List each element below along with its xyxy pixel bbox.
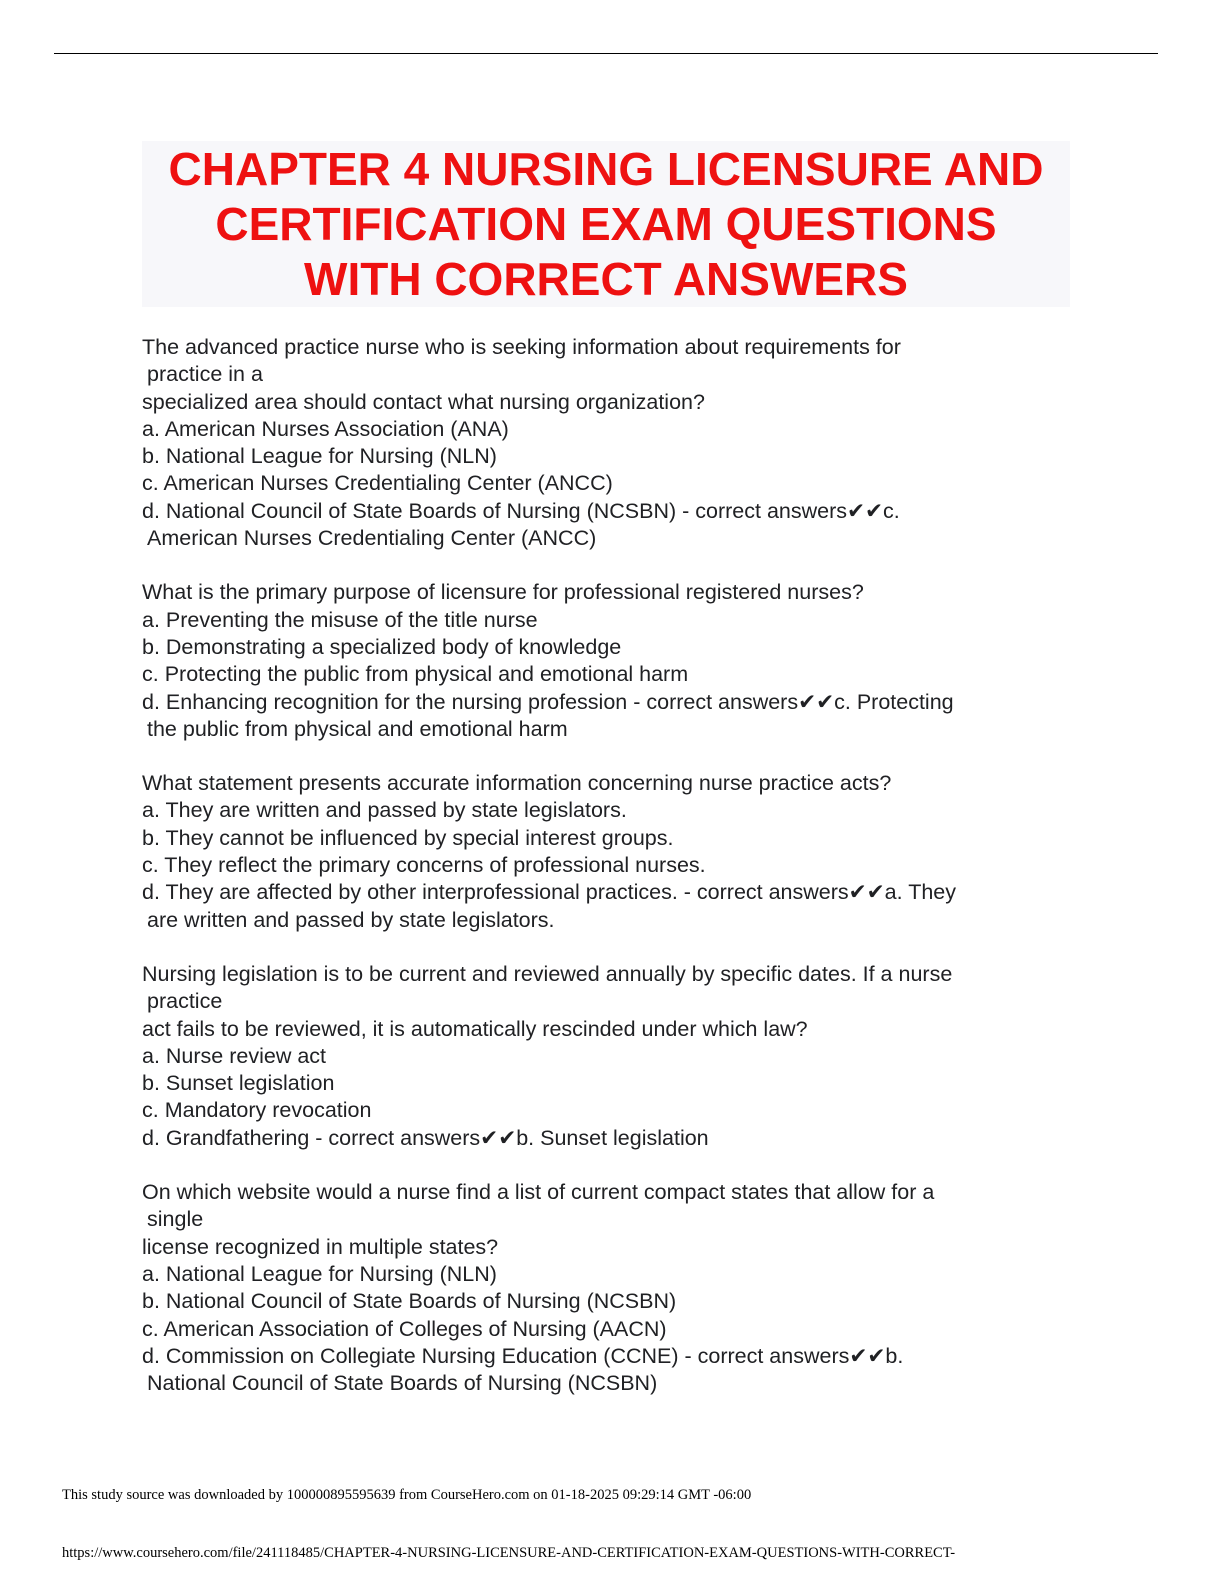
document-title: [142, 141, 1070, 307]
option-b: b. They cannot be influenced by special interest groups.: [142, 825, 674, 850]
questions-list: [142, 334, 1072, 1424]
option-b: b. Sunset legislation: [142, 1071, 335, 1096]
option-a: a. National League for Nursing (NLN): [142, 1261, 497, 1286]
question-1: [142, 334, 1072, 552]
option-a: a. Nurse review act: [142, 1043, 327, 1068]
question-text: Nursing legislation is to be current and reviewed annually by specific dates. If a nurse: [142, 961, 953, 986]
question-text: The advanced practice nurse who is seeking information about requirements for: [142, 335, 901, 359]
title-line-3: WITH CORRECT ANSWERS: [304, 252, 908, 305]
question-4: [142, 961, 1072, 1152]
option-d-with-answer: d. Grandfathering - correct answers✔✔b. Sunset legislation: [142, 1125, 709, 1150]
option-a: a. They are written and passed by state legislators.: [142, 798, 627, 823]
option-d-with-answer: d. National Council of State Boards of Nursing (NCSBN) - correct answers✔✔c.: [142, 498, 900, 523]
question-text: practice in a: [147, 362, 263, 387]
question-text: What is the primary purpose of licensure for professional registered nurses?: [142, 580, 864, 605]
question-text: specialized area should contact what nursing organization?: [142, 389, 705, 414]
option-c: c. American Nurses Credentialing Center (ANCC): [142, 471, 613, 496]
option-c: c. Mandatory revocation: [142, 1098, 372, 1123]
question-text: act fails to be reviewed, it is automatically rescinded under which law?: [142, 1016, 808, 1041]
title-line-1: CHAPTER 4 NURSING LICENSURE AND: [168, 142, 1044, 195]
answer-continuation: are written and passed by state legislators.: [147, 907, 555, 932]
option-c: c. American Association of Colleges of Nursing (AACN): [142, 1316, 667, 1341]
option-b: b. Demonstrating a specialized body of knowledge: [142, 634, 622, 659]
option-c: c. They reflect the primary concerns of professional nurses.: [142, 853, 706, 878]
option-d-with-answer: d. They are affected by other interprofessional practices. - correct answers✔✔a. They: [142, 880, 956, 905]
option-d-with-answer: d. Commission on Collegiate Nursing Education (CCNE) - correct answers✔✔b.: [142, 1343, 904, 1368]
question-text: On which website would a nurse find a list of current compact states that allow for a: [142, 1180, 935, 1205]
source-url-link[interactable]: https://www.coursehero.com/file/241118485/CHAPTER-4-NURSING-LICENSURE-AND-CERTIFICATION-EXAM-QUESTIONS-WITH-CORRECT-: [62, 1545, 956, 1561]
option-a: a. Preventing the misuse of the title nurse: [142, 607, 538, 632]
answer-continuation: the public from physical and emotional harm: [147, 716, 568, 741]
answer-continuation: American Nurses Credentialing Center (ANCC): [147, 526, 597, 551]
question-2: [142, 579, 1072, 743]
option-b: b. National League for Nursing (NLN): [142, 444, 497, 469]
question-text: practice: [147, 989, 223, 1014]
question-text: single: [147, 1207, 204, 1232]
question-3: [142, 770, 1072, 934]
option-d-with-answer: d. Enhancing recognition for the nursing profession - correct answers✔✔c. Protecting: [142, 689, 954, 714]
option-a: a. American Nurses Association (ANA): [142, 416, 509, 441]
header-rule: [54, 53, 1158, 54]
title-line-2: CERTIFICATION EXAM QUESTIONS: [215, 197, 997, 250]
question-text: What statement presents accurate information concerning nurse practice acts?: [142, 771, 892, 796]
option-b: b. National Council of State Boards of Nursing (NCSBN): [142, 1289, 677, 1314]
option-c: c. Protecting the public from physical and emotional harm: [142, 662, 689, 687]
question-5: [142, 1179, 1072, 1397]
question-text: license recognized in multiple states?: [142, 1234, 499, 1259]
download-source-notice: This study source was downloaded by 100000895595639 from CourseHero.com on 01-18-2025 09:29:14 GMT -06:00: [62, 1487, 752, 1503]
answer-continuation: National Council of State Boards of Nursing (NCSBN): [147, 1371, 658, 1396]
